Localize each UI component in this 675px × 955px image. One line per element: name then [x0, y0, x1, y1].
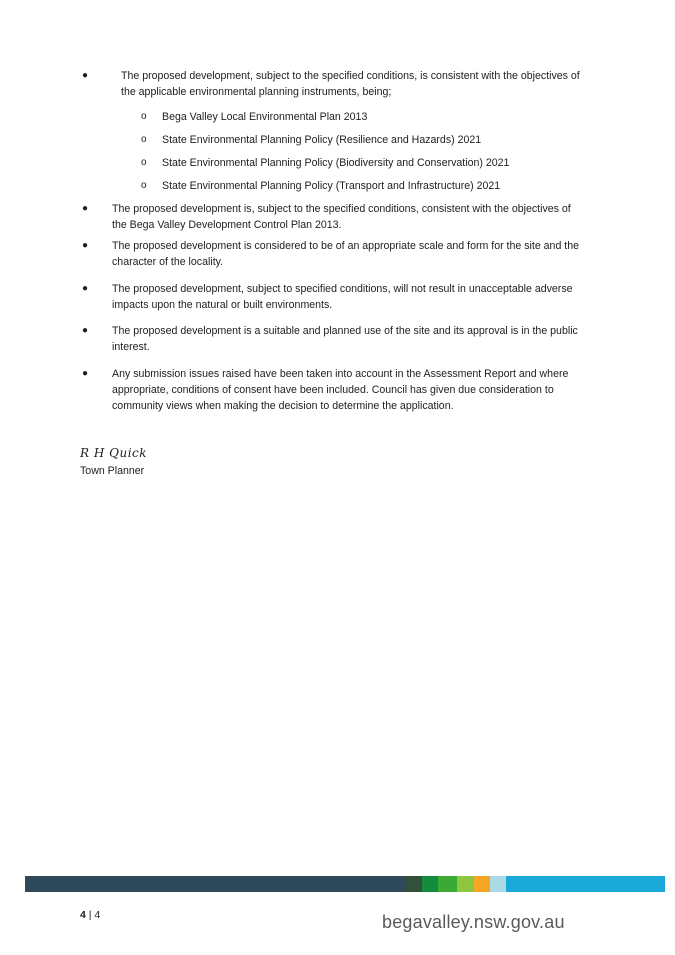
- page-number: [80, 907, 100, 923]
- footer-bar-segment: [406, 876, 422, 892]
- bullet-icon: ●: [82, 70, 89, 81]
- footer-bar-segment: [457, 876, 474, 892]
- website-url: begavalley.nsw.gov.au: [382, 912, 565, 932]
- instrument-text: Bega Valley Local Environmental Plan 2013: [162, 111, 368, 123]
- instrument-text: State Environmental Planning Policy (Transport and Infrastructure) 2021: [162, 180, 501, 192]
- circle-bullet-icon: o: [141, 180, 147, 191]
- instrument-text: State Environmental Planning Policy (Biodiversity and Conservation) 2021: [162, 157, 510, 169]
- footer-bar-segment: [438, 876, 457, 892]
- footer-bar-segment: [506, 876, 665, 892]
- instrument-text: State Environmental Planning Policy (Resilience and Hazards) 2021: [162, 134, 482, 146]
- bullet-icon: ●: [82, 368, 89, 379]
- point-text: The proposed development, subject to specified conditions, will not result in unacceptable adverse impacts upon the natural or built environments.: [112, 283, 573, 311]
- circle-bullet-icon: o: [141, 157, 147, 168]
- page-total: 4: [94, 909, 101, 921]
- bullet-icon: ●: [82, 325, 89, 336]
- circle-bullet-icon: o: [141, 134, 147, 145]
- point-text: The proposed development is considered to be of an appropriate scale and form for the site and the character of the locality.: [112, 240, 580, 268]
- intro-text: The proposed development, subject to the specified conditions, is consistent with the objectives of the applicable environmental planning instruments, being;: [121, 70, 580, 98]
- bullet-icon: ●: [82, 240, 89, 251]
- page-separator: |: [88, 909, 92, 921]
- page-current: 4: [80, 909, 86, 921]
- footer-bar-segment: [25, 876, 406, 892]
- bullet-icon: ●: [82, 203, 89, 214]
- bullet-icon: ●: [82, 283, 89, 294]
- signature-title: Town Planner: [80, 465, 145, 477]
- signature: R H Quick: [80, 446, 148, 460]
- circle-bullet-icon: o: [141, 111, 147, 122]
- footer-bar-segment: [422, 876, 438, 892]
- footer-bar-segment: [490, 876, 506, 892]
- footer-bar-segment: [474, 876, 490, 892]
- point-text: The proposed development is, subject to the specified conditions, consistent with the objectives of the Bega Valley Development Control Plan 2013.: [112, 203, 571, 231]
- point-text: The proposed development is a suitable and planned use of the site and its approval is in the public interest.: [112, 325, 578, 353]
- point-text: Any submission issues raised have been taken into account in the Assessment Report and where appropriate, conditions of consent have been included. Council has given due consideration to community views when making the decision to determine the application.: [112, 368, 569, 412]
